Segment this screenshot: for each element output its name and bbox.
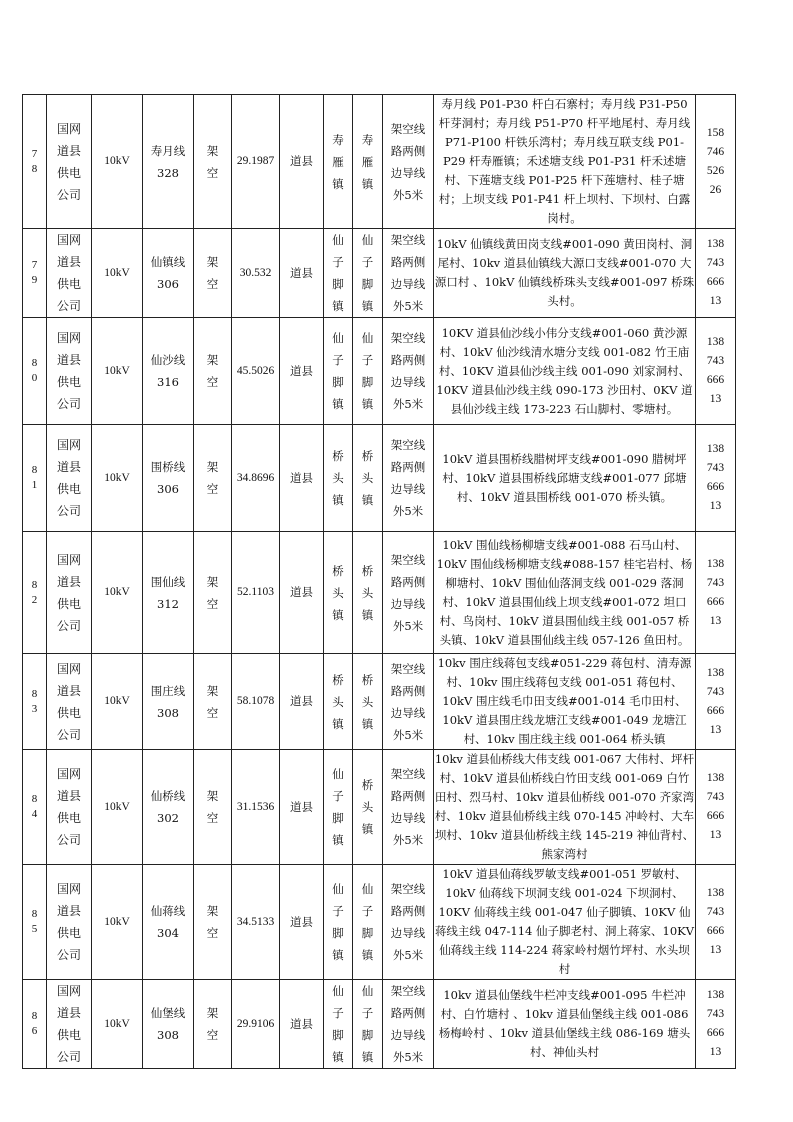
covered-area-cell	[434, 318, 696, 425]
line-type-cell	[194, 865, 232, 980]
length-text: 29.9106	[236, 1017, 275, 1030]
length-cell	[232, 654, 280, 750]
length-text: 45.5026	[236, 364, 275, 377]
row-index	[23, 229, 47, 318]
phone-text: 13874366613	[706, 443, 725, 512]
table-row	[23, 980, 736, 1069]
phone-text: 15874652626	[706, 126, 725, 196]
table-row	[23, 654, 736, 750]
voltage-text: 10kV	[104, 586, 130, 598]
type-text: 架空	[206, 904, 219, 940]
line-type-cell	[194, 654, 232, 750]
town-from-cell	[324, 654, 353, 750]
type-text: 架空	[206, 460, 219, 496]
area-text: 10kv 围庄线蒋包支线#051-229 蒋包村、清寿源村、10kv 围庄线蒋包支线 001-051 蒋包村、10kV 围庄线毛巾田支线#001-014 毛巾田村、10kV 道县围庄线龙塘江支线#001-049 龙塘江村、10kv 围庄线主线 001-064 桥头镇	[437, 656, 692, 746]
length-text: 34.5133	[236, 915, 275, 928]
range-text: 架空线路两侧边导线外5米	[390, 984, 426, 1064]
voltage-text: 10kV	[104, 1017, 130, 1030]
town-to-cell	[353, 532, 383, 654]
company-cell	[47, 318, 92, 425]
line-text: 仙镇线306	[150, 255, 186, 291]
table-row	[23, 865, 736, 980]
index-text: 79	[31, 259, 38, 286]
phone-cell	[696, 318, 736, 425]
town-from-cell	[324, 750, 353, 865]
county-cell	[280, 750, 324, 865]
company-cell	[47, 425, 92, 532]
town2-text: 桥头镇	[361, 778, 374, 836]
voltage-text: 10kV	[104, 915, 130, 928]
town-from-cell	[324, 229, 353, 318]
phone-text: 13874366613	[706, 666, 725, 736]
covered-area-cell	[434, 425, 696, 532]
covered-area-cell	[434, 654, 696, 750]
range-text: 架空线路两侧边导线外5米	[390, 121, 426, 202]
voltage-text: 10kV	[104, 155, 130, 167]
phone-text: 13874366613	[706, 772, 725, 841]
county-cell	[280, 318, 324, 425]
index-text: 78	[31, 147, 38, 175]
type-text: 架空	[206, 1006, 219, 1042]
length-cell	[232, 865, 280, 980]
row-index	[23, 865, 47, 980]
row-index	[23, 425, 47, 532]
voltage-text: 10kV	[104, 695, 130, 707]
voltage-text: 10kV	[104, 471, 130, 484]
range-text: 架空线路两侧边导线外5米	[390, 661, 426, 742]
town2-text: 仙子脚镇	[361, 882, 374, 962]
area-text: 10kV 仙镇线黄田岗支线#001-090 黄田岗村、洞尾村、10kv 道县仙镇线大源口支线#001-070 大源口村 、10kV 仙镇线桥珠头支线#001-097 桥珠头村。	[434, 237, 695, 308]
phone-cell	[696, 980, 736, 1069]
line-type-cell	[194, 229, 232, 318]
row-index	[23, 980, 47, 1069]
line-name-cell	[143, 425, 194, 532]
voltage-cell	[92, 865, 143, 980]
town1-text: 仙子脚镇	[332, 984, 344, 1064]
index-text: 81	[31, 464, 38, 491]
voltage-cell	[92, 229, 143, 318]
row-index	[23, 95, 47, 229]
voltage-cell	[92, 750, 143, 865]
index-text: 85	[31, 908, 38, 935]
line-type-cell	[194, 750, 232, 865]
phone-cell	[696, 750, 736, 865]
protection-range-cell	[383, 980, 434, 1069]
range-text: 架空线路两侧边导线外5米	[390, 331, 426, 411]
company-text: 国网道县供电公司	[56, 882, 81, 962]
voltage-cell	[92, 980, 143, 1069]
voltage-text: 10kV	[104, 364, 130, 377]
company-cell	[47, 95, 92, 229]
town2-text: 仙子脚镇	[361, 984, 374, 1064]
length-cell	[232, 425, 280, 532]
area-text: 10kV 围仙线杨柳塘支线#001-088 石马山村、10kV 围仙线杨柳塘支线#088-157 桂宅岩村、杨柳塘村、10kV 围仙仙落洞支线 001-029 落洞村、10kV 道县围仙线上坝支线#001-072 坦口村、鸟岗村、10kV 道县围仙线主线 001-057 桥头镇、10kV 道县围仙线主线 057-126 鱼田村。	[436, 537, 693, 647]
range-text: 架空线路两侧边导线外5米	[390, 552, 426, 633]
area-text: 10kv 道县仙桥线大伟支线 001-067 大伟村、坪杆村、10kV 道县仙桥线白竹田支线 001-069 白竹田村、烈马村、10kv 道县仙桥线 001-070 齐家湾村、10kv 道县仙桥线主线 070-145 冲岭村、大车坝村、10kv 道县仙桥线主线 145-219 神仙背村、熊家湾村	[434, 752, 695, 861]
line-text: 围仙线312	[150, 574, 186, 611]
phone-cell	[696, 654, 736, 750]
covered-area-cell	[434, 95, 696, 229]
company-text: 国网道县供电公司	[56, 552, 81, 633]
company-cell	[47, 532, 92, 654]
phone-cell	[696, 95, 736, 229]
range-text: 架空线路两侧边导线外5米	[390, 233, 426, 313]
company-text: 国网道县供电公司	[56, 331, 81, 411]
line-text: 仙桥线302	[150, 789, 186, 825]
line-name-cell	[143, 229, 194, 318]
line-type-cell	[194, 980, 232, 1069]
county-cell	[280, 425, 324, 532]
county-text: 道县	[290, 470, 313, 485]
phone-cell	[696, 425, 736, 532]
county-cell	[280, 980, 324, 1069]
protection-range-cell	[383, 425, 434, 532]
line-name-cell	[143, 532, 194, 654]
area-text: 10KV 道县仙沙线小伟分支线#001-060 黄沙源村、10kV 仙沙线清水塘分支线 001-082 竹王庙村、10KV 道县仙沙线主线 001-090 刘家洞村、10KV 道县仙沙线主线 090-173 沙田村、0KV 道县仙沙线主线 173-223 石山脚村、零塘村。	[436, 325, 693, 416]
town-to-cell	[353, 980, 383, 1069]
index-text: 86	[31, 1010, 38, 1037]
line-text: 围桥线306	[150, 460, 186, 496]
power-line-table	[22, 94, 736, 1069]
phone-cell	[696, 229, 736, 318]
voltage-text: 10kV	[104, 266, 130, 279]
company-cell	[47, 750, 92, 865]
protection-range-cell	[383, 95, 434, 229]
line-name-cell	[143, 318, 194, 425]
line-name-cell	[143, 95, 194, 229]
area-text: 10kV 道县仙蒋线罗敏支线#001-051 罗敏村、10kV 仙蒋线下坝洞支线 001-024 下坝洞村、10KV 仙蒋线主线 001-047 仙子脚镇、10KV 仙蒋线主线 047-114 仙子脚老村、洞上蒋家、10KV 仙蒋线主线 114-224 蒋家岭村烟竹坪村、水头坝村	[434, 867, 695, 976]
protection-range-cell	[383, 532, 434, 654]
protection-range-cell	[383, 318, 434, 425]
line-type-cell	[194, 95, 232, 229]
area-text: 寿月线 P01-P30 杆白石寨村；寿月线 P31-P50 杆芽洞村；寿月线 P51-P70 杆平地尾村、寿月线 P71-P100 杆铁乐湾村；寿月线互联支线 P01-P29 杆寿雁镇；禾述塘支线 P01-P31 杆禾述塘村、下莲塘支线 P01-P25 杆下莲塘村、桂子塘村；上坝支线 P01-P41 杆上坝村、下坝村、白露岗村。	[438, 97, 691, 225]
length-cell	[232, 229, 280, 318]
index-text: 83	[31, 687, 38, 715]
phone-text: 13874366613	[706, 887, 725, 956]
town-to-cell	[353, 865, 383, 980]
line-text: 仙沙线316	[150, 353, 186, 389]
town1-text: 仙子脚镇	[332, 882, 344, 962]
line-text: 仙堡线308	[150, 1006, 186, 1042]
town1-text: 寿雁镇	[332, 132, 344, 191]
protection-range-cell	[383, 229, 434, 318]
company-cell	[47, 229, 92, 318]
phone-text: 13874366613	[706, 989, 725, 1058]
length-text: 34.8696	[236, 471, 275, 484]
protection-range-cell	[383, 654, 434, 750]
type-text: 架空	[206, 683, 219, 720]
town-to-cell	[353, 750, 383, 865]
county-text: 道县	[290, 694, 313, 708]
line-name-cell	[143, 750, 194, 865]
line-name-cell	[143, 980, 194, 1069]
range-text: 架空线路两侧边导线外5米	[390, 882, 426, 962]
line-name-cell	[143, 865, 194, 980]
town2-text: 桥头镇	[361, 563, 374, 622]
range-text: 架空线路两侧边导线外5米	[390, 438, 426, 518]
company-text: 国网道县供电公司	[56, 438, 81, 518]
line-text: 仙蒋线304	[150, 904, 186, 940]
index-text: 82	[31, 578, 38, 606]
length-text: 30.532	[239, 266, 272, 279]
county-text: 道县	[290, 363, 313, 378]
county-cell	[280, 229, 324, 318]
company-cell	[47, 865, 92, 980]
county-text: 道县	[290, 585, 313, 599]
range-text: 架空线路两侧边导线外5米	[390, 767, 426, 847]
length-cell	[232, 750, 280, 865]
phone-text: 13874366613	[706, 557, 725, 627]
protection-range-cell	[383, 865, 434, 980]
town-to-cell	[353, 318, 383, 425]
company-cell	[47, 654, 92, 750]
length-text: 29.1987	[236, 155, 275, 167]
town-from-cell	[324, 95, 353, 229]
county-text: 道县	[290, 265, 313, 280]
phone-text: 13874366613	[706, 336, 725, 405]
company-text: 国网道县供电公司	[56, 121, 81, 202]
area-text: 10kV 道县围桥线腊树坪支线#001-090 腊树坪村、10kV 道县围桥线邱塘支线#001-077 邱塘村、10kV 道县围桥线 001-070 桥头镇。	[442, 451, 687, 504]
phone-cell	[696, 532, 736, 654]
town-from-cell	[324, 318, 353, 425]
company-text: 国网道县供电公司	[56, 233, 81, 313]
town-from-cell	[324, 865, 353, 980]
covered-area-cell	[434, 750, 696, 865]
company-cell	[47, 980, 92, 1069]
town-to-cell	[353, 425, 383, 532]
county-cell	[280, 865, 324, 980]
length-cell	[232, 95, 280, 229]
town2-text: 桥头镇	[361, 449, 374, 507]
line-type-cell	[194, 425, 232, 532]
town-from-cell	[324, 532, 353, 654]
town-to-cell	[353, 95, 383, 229]
length-text: 31.1536	[236, 800, 275, 813]
line-type-cell	[194, 532, 232, 654]
line-name-cell	[143, 654, 194, 750]
table-row	[23, 95, 736, 229]
length-cell	[232, 318, 280, 425]
county-cell	[280, 654, 324, 750]
county-text: 道县	[290, 914, 313, 929]
covered-area-cell	[434, 865, 696, 980]
row-index	[23, 654, 47, 750]
row-index	[23, 318, 47, 425]
area-text: 10kv 道县仙堡线牛栏冲支线#001-095 牛栏冲村、白竹塘村 、10kv 道县仙堡线主线 001-086 杨梅岭村 、10kv 道县仙堡线主线 086-169 塘头村、神仙头村	[438, 988, 691, 1059]
line-text: 围庄线308	[150, 683, 186, 720]
town2-text: 仙子脚镇	[361, 331, 374, 411]
town-to-cell	[353, 654, 383, 750]
town1-text: 仙子脚镇	[332, 233, 344, 313]
town1-text: 桥头镇	[332, 449, 344, 507]
voltage-cell	[92, 532, 143, 654]
town1-text: 仙子脚镇	[332, 331, 344, 411]
town1-text: 桥头镇	[332, 672, 344, 731]
phone-cell	[696, 865, 736, 980]
length-cell	[232, 532, 280, 654]
voltage-text: 10kV	[104, 800, 130, 813]
protection-range-cell	[383, 750, 434, 865]
company-text: 国网道县供电公司	[56, 661, 81, 742]
type-text: 架空	[206, 574, 219, 611]
table-row	[23, 229, 736, 318]
phone-text: 13874366613	[706, 238, 725, 307]
voltage-cell	[92, 95, 143, 229]
company-text: 国网道县供电公司	[56, 767, 81, 847]
county-text: 道县	[290, 1016, 313, 1031]
table-row	[23, 532, 736, 654]
table-row	[23, 318, 736, 425]
town1-text: 桥头镇	[332, 563, 344, 622]
covered-area-cell	[434, 229, 696, 318]
table-row	[23, 425, 736, 532]
type-text: 架空	[206, 143, 219, 180]
line-text: 寿月线328	[150, 143, 186, 180]
length-text: 58.1078	[236, 695, 275, 707]
town-from-cell	[324, 980, 353, 1069]
covered-area-cell	[434, 980, 696, 1069]
covered-area-cell	[434, 532, 696, 654]
town1-text: 仙子脚镇	[332, 767, 344, 847]
row-index	[23, 750, 47, 865]
type-text: 架空	[206, 353, 219, 389]
town2-text: 寿雁镇	[361, 132, 374, 191]
index-text: 84	[31, 793, 38, 820]
town-to-cell	[353, 229, 383, 318]
length-text: 52.1103	[237, 586, 274, 598]
town2-text: 仙子脚镇	[361, 233, 374, 313]
line-type-cell	[194, 318, 232, 425]
voltage-cell	[92, 654, 143, 750]
town2-text: 桥头镇	[361, 672, 374, 731]
county-text: 道县	[290, 799, 313, 814]
county-text: 道县	[290, 154, 313, 168]
town-from-cell	[324, 425, 353, 532]
length-cell	[232, 980, 280, 1069]
voltage-cell	[92, 318, 143, 425]
table-row	[23, 750, 736, 865]
row-index	[23, 532, 47, 654]
county-cell	[280, 95, 324, 229]
county-cell	[280, 532, 324, 654]
type-text: 架空	[206, 255, 219, 291]
type-text: 架空	[206, 789, 219, 825]
company-text: 国网道县供电公司	[56, 984, 81, 1064]
voltage-cell	[92, 425, 143, 532]
index-text: 80	[31, 357, 38, 384]
